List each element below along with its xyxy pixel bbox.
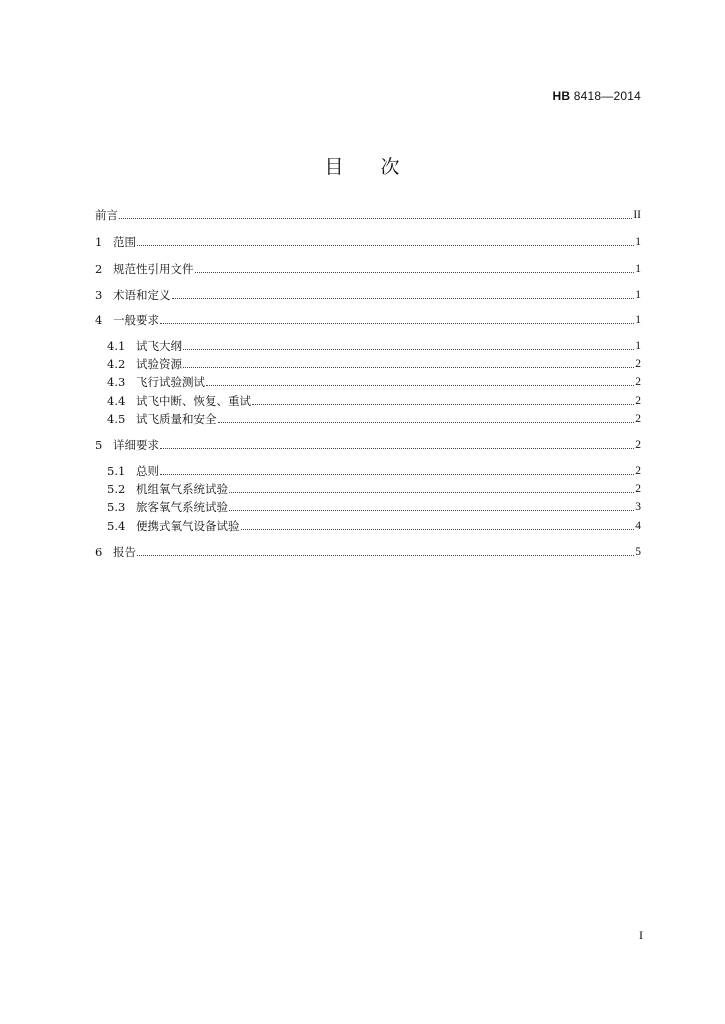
dot-leader (183, 367, 634, 368)
toc-entry-1[interactable] (95, 234, 641, 250)
dot-leader (195, 272, 635, 273)
toc-entry-number: 2 (95, 262, 103, 276)
toc-entry-number: 3 (95, 288, 103, 302)
toc-entry-label: 飞行试验测试 (136, 375, 205, 389)
toc-entry-number: 5 (95, 438, 103, 452)
toc-entry-page: 2 (635, 413, 641, 425)
dot-leader (160, 474, 634, 475)
toc-entry-number: 4.4 (107, 394, 126, 408)
toc-entry-label: 机组氧气系统试验 (136, 482, 228, 496)
toc-entry-page: 1 (635, 289, 641, 301)
toc-entry-page: 2 (635, 376, 641, 388)
dot-leader (172, 298, 635, 299)
title-char-1: 目 (324, 156, 345, 178)
toc-entry-label: 规范性引用文件 (113, 262, 194, 276)
toc-entry-page: 1 (635, 340, 641, 352)
dot-leader (137, 555, 634, 556)
dot-leader (160, 323, 634, 324)
toc-entry-page: 2 (635, 395, 641, 407)
toc-entry-page: 1 (635, 236, 641, 248)
toc-entry-number: 5.4 (107, 519, 126, 533)
dot-leader (160, 448, 634, 449)
toc-entry-4-5[interactable] (107, 411, 641, 427)
toc-entry-5[interactable] (95, 437, 641, 453)
toc-entry-number: 5.2 (107, 482, 126, 496)
dot-leader (241, 529, 635, 530)
toc-entry-foreword[interactable] (95, 207, 641, 223)
toc-entry-label: 术语和定义 (113, 288, 171, 302)
toc-entry-number: 5.1 (107, 464, 126, 478)
title-char-2: 次 (380, 156, 401, 178)
page-title (0, 152, 725, 179)
toc-entry-label: 一般要求 (113, 313, 159, 327)
standard-prefix: HB (552, 89, 571, 103)
dot-leader (206, 385, 634, 386)
toc-entry-5-3[interactable] (107, 499, 641, 515)
toc-entry-page: 1 (635, 263, 641, 275)
toc-entry-label: 报告 (113, 545, 136, 559)
toc-entry-number: 4.2 (107, 357, 126, 371)
toc-entry-page: 2 (635, 465, 641, 477)
toc-entry-6[interactable] (95, 544, 641, 560)
toc-entry-number: 5.3 (107, 500, 126, 514)
toc-entry-label: 试飞大纲 (136, 339, 182, 353)
toc-entry-number: 4.3 (107, 375, 126, 389)
toc-entry-4-3[interactable] (107, 374, 641, 390)
toc-entry-page: 2 (635, 358, 641, 370)
dot-leader (229, 492, 634, 493)
standard-code (553, 89, 641, 103)
toc-entry-label: 试飞中断、恢复、重试 (136, 394, 251, 408)
dot-leader (137, 245, 634, 246)
toc-entry-label: 前言 (95, 208, 118, 222)
dot-leader (229, 510, 634, 511)
dot-leader (183, 349, 634, 350)
toc-entry-number: 4.1 (107, 339, 126, 353)
toc-entry-4-4[interactable] (107, 393, 641, 409)
toc-entry-5-2[interactable] (107, 481, 641, 497)
toc-entry-3[interactable] (95, 287, 641, 303)
toc-entry-number: 6 (95, 545, 103, 559)
toc-entry-5-1[interactable] (107, 463, 641, 479)
toc-entry-page: 2 (635, 483, 641, 495)
dot-leader (252, 404, 634, 405)
toc-entry-4-1[interactable] (107, 338, 641, 354)
toc-entry-page: II (633, 209, 641, 221)
toc-entry-label: 详细要求 (113, 438, 159, 452)
toc-entry-page: 5 (635, 546, 641, 558)
standard-number: 8418—2014 (573, 89, 641, 103)
toc-entry-page: 2 (635, 439, 641, 451)
toc-entry-number: 4 (95, 313, 103, 327)
toc-entry-page: 3 (635, 501, 641, 513)
toc-entry-label: 范围 (113, 235, 136, 249)
toc-entry-label: 旅客氧气系统试验 (136, 500, 228, 514)
toc-entry-label: 试飞质量和安全 (136, 412, 217, 426)
toc-entry-4[interactable] (95, 312, 641, 328)
toc-entry-2[interactable] (95, 261, 641, 277)
dot-leader (218, 422, 635, 423)
toc-entry-page: 1 (635, 314, 641, 326)
toc-entry-5-4[interactable] (107, 518, 641, 534)
toc-entry-label: 试验资源 (136, 357, 182, 371)
toc-entry-page: 4 (635, 520, 641, 532)
page-number: I (639, 928, 643, 942)
toc-entry-number: 4.5 (107, 412, 126, 426)
toc-entry-label: 总则 (136, 464, 159, 478)
toc-entry-label: 便携式氧气设备试验 (136, 519, 240, 533)
toc-entry-4-2[interactable] (107, 356, 641, 372)
toc-entry-number: 1 (95, 235, 103, 249)
dot-leader (119, 218, 632, 219)
